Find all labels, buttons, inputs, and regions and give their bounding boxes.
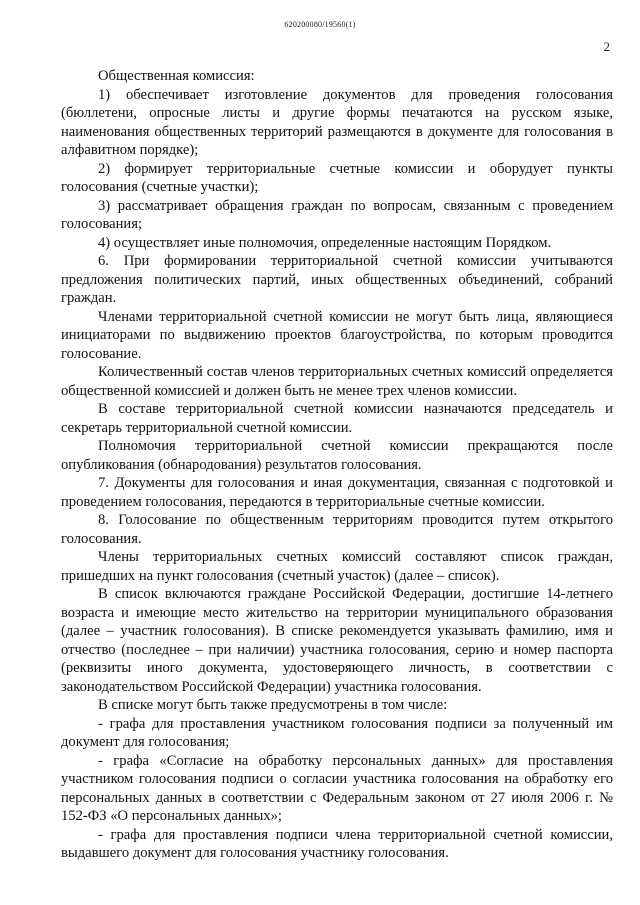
document-body bbox=[61, 67, 613, 863]
paragraph: 2) формирует территориальные счетные комиссии и оборудует пункты голосования (счетные участки); bbox=[61, 160, 613, 195]
paragraph: - графа для проставления участником голосования подписи за полученный им документ для голосования; bbox=[61, 715, 613, 750]
paragraph: В составе территориальной счетной комиссии назначаются председатель и секретарь территориальной счетной комиссии. bbox=[61, 401, 613, 436]
paragraph: - графа «Согласие на обработку персональных данных» для проставления участником голосования подписи о согласии участника голосования на обработку его персональных данных в соответствии с Федеральным законом от 27 июля 2006 г. № 152-ФЗ «О персональных данных»; bbox=[61, 752, 613, 824]
paragraph: Полномочия территориальной счетной комиссии прекращаются после опубликования (обнародования) результатов голосования. bbox=[61, 438, 613, 473]
paragraph: 6. При формировании территориальной счетной комиссии учитываются предложения политических партий, иных общественных объединений, собраний граждан. bbox=[61, 253, 613, 306]
paragraph: 8. Голосование по общественным территориям проводится путем открытого голосования. bbox=[61, 512, 613, 547]
paragraph: 1) обеспечивает изготовление документов для проведения голосования (бюллетени, опросные листы и другие формы печатаются на русском языке, наименования общественных территорий размещаются в документе для голосования в алфавитном порядке); bbox=[61, 86, 613, 158]
paragraph: 7. Документы для голосования и иная документация, связанная с подготовкой и проведением голосования, передаются в территориальные счетные комиссии. bbox=[61, 475, 613, 510]
paragraph: В списке могут быть также предусмотрены в том числе: bbox=[98, 697, 448, 713]
paragraph: 3) рассматривает обращения граждан по вопросам, связанным с проведением голосования; bbox=[61, 197, 613, 232]
paragraph: Количественный состав членов территориальных счетных комиссий определяется общественной комиссией и должен быть не менее трех членов комиссии. bbox=[61, 364, 613, 399]
paragraph: 4) осуществляет иные полномочия, определенные настоящим Порядком. bbox=[98, 234, 552, 251]
paragraph: - графа для проставления подписи члена территориальной счетной комиссии, выдавшего документ для голосования участнику голосования. bbox=[61, 826, 613, 861]
paragraph: Общественная комиссия: bbox=[98, 68, 255, 84]
paragraph: Членами территориальной счетной комиссии не могут быть лица, являющиеся инициаторами по выдвижению проектов благоустройства, по которым проводится голосование. bbox=[61, 308, 613, 362]
paragraph: Члены территориальных счетных комиссий составляют список граждан, пришедших на пункт голосования (счетный участок) (далее – список). bbox=[61, 549, 613, 584]
paragraph: В список включаются граждане Российской Федерации, достигшие 14-летнего возраста и имеющие место жительство на территории муниципального образования (далее – участник голосования). В списке рекомендуется указывать фамилию, имя и отчество (последнее – при наличии) участника голосования, серию и номер паспорта (реквизиты иного документа, удостоверяющего личность, в соответствии с законодательством Российской Федерации) участника голосования. bbox=[61, 586, 613, 695]
document-id: 620200080/19560(1) bbox=[284, 20, 356, 29]
page-number: 2 bbox=[603, 39, 610, 54]
